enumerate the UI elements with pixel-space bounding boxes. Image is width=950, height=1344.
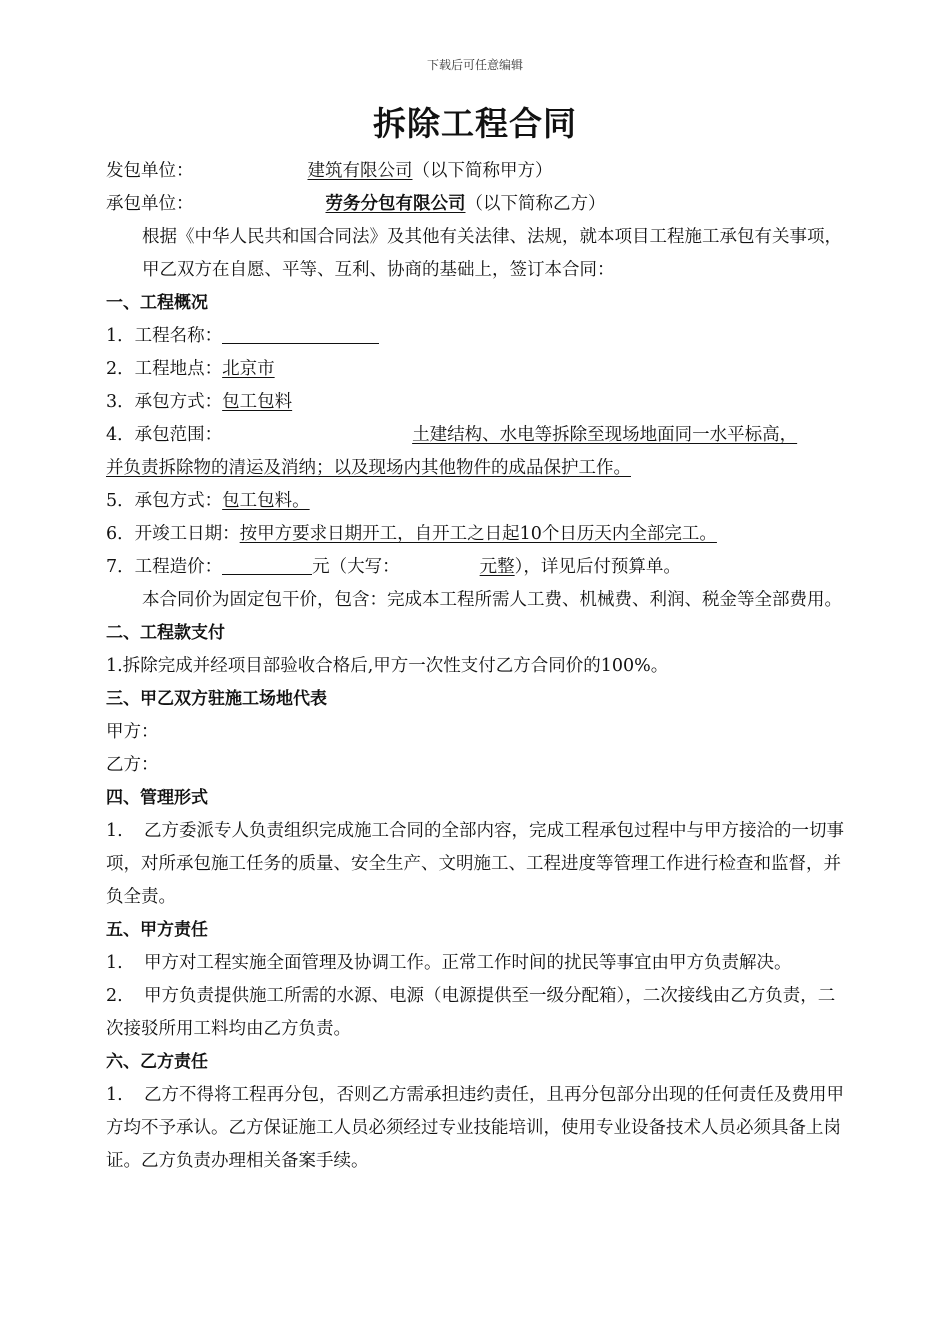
project-name-label: 1．工程名称： [106, 326, 223, 346]
subcontractor-name: 劳务分包有限公司 [325, 194, 466, 214]
payment-item-1: 1.拆除完成并经项目部验收合格后,甲方一次性支付乙方合同价的100%。 [106, 656, 669, 676]
project-location-label: 2．工程地点： [106, 359, 223, 379]
subcontractor-label: 承包单位： [106, 194, 194, 214]
price-amount-blank [222, 554, 312, 575]
contract-price-label: 7．工程造价： [106, 557, 223, 577]
section-1-heading: 一、工程概况 [106, 293, 208, 313]
price-suffix: ），详见后付预算单。 [514, 557, 681, 577]
contractor-suffix: （以下简称甲方） [412, 161, 553, 181]
price-note: 本合同价为固定包干价，包含：完成本工程所需人工费、机械费、利润、税金等全部费用。 [142, 590, 842, 610]
party-b-duty-1 [106, 1079, 846, 1178]
project-name-line [106, 320, 846, 353]
intro-paragraph: 根据《中华人民共和国合同法》及其他有关法律、法规，就本项目工程施工承包有关事项，甲乙双方在自愿、平等、互利、协商的基础上，签订本合同： [142, 227, 842, 280]
party-a-duty-1 [106, 947, 846, 980]
section-3-heading: 三、甲乙双方驻施工场地代表 [106, 689, 327, 709]
price-words: 元整 [479, 557, 515, 577]
project-location-value: 北京市 [222, 359, 275, 379]
section-4-heading: 四、管理形式 [106, 788, 208, 808]
contractor-name: 建筑有限公司 [307, 161, 413, 181]
management-item-1-num: 1. [106, 821, 123, 841]
contract-method-value: 包工包料 [222, 392, 293, 412]
party-b-duty-1-num: 1. [106, 1085, 123, 1105]
section-2-heading: 二、工程款支付 [106, 623, 225, 643]
section-5-heading: 五、甲方责任 [106, 920, 208, 940]
project-name-blank [222, 323, 379, 344]
contract-scope-value-b: 并负责拆除物的清运及消纳；以及现场内其他物件的成品保护工作。 [106, 458, 631, 478]
party-a-duty-1-text: 甲方对工程实施全面管理及协调工作。正常工作时间的扰民等事宜由甲方负责解决。 [144, 953, 792, 973]
party-a-rep: 甲方： [106, 722, 159, 742]
party-b-duty-1-text: 乙方不得将工程再分包，否则乙方需承担违约责任，且再分包部分出现的任何责任及费用甲方均不予承认。乙方保证施工人员必须经过专业技能培训，使用专业设备技术人员必须具备上岗证。乙方负责办理相关备案手续。 [106, 1085, 844, 1171]
contractor-label: 发包单位： [106, 161, 194, 181]
contract-scope-label: 4．承包范围： [106, 425, 223, 445]
party-a-duty-2-text: 甲方负责提供施工所需的水源、电源（电源提供至一级分配箱），二次接线由乙方负责，二次接驳所用工料均由乙方负责。 [106, 986, 836, 1039]
contract-scope-line-2 [106, 452, 846, 485]
schedule-line [106, 518, 846, 551]
contract-scope-value-a: 土建结构、水电等拆除至现场地面同一水平标高， [412, 425, 798, 445]
project-location-line [106, 353, 846, 386]
management-item-1-text: 乙方委派专人负责组织完成施工合同的全部内容，完成工程承包过程中与甲方接洽的一切事项，对所承包施工任务的质量、安全生产、文明施工、工程进度等管理工作进行检查和监督，并负全责。 [106, 821, 844, 907]
party-b-rep: 乙方： [106, 755, 159, 775]
contract-scope-line [106, 419, 846, 452]
management-item-1 [106, 815, 846, 914]
contract-body [106, 155, 846, 1178]
schedule-value: 按甲方要求日期开工，自开工之日起10个日历天内全部完工。 [239, 524, 717, 544]
document-title: 拆除工程合同 [373, 104, 577, 143]
contract-price-line [106, 551, 846, 584]
contractor-line [106, 155, 846, 188]
contract-method-label: 3．承包方式： [106, 392, 223, 412]
subcontractor-suffix: （以下简称乙方） [465, 194, 606, 214]
subcontractor-line [106, 188, 846, 221]
section-6-heading: 六、乙方责任 [106, 1052, 208, 1072]
contract-method-2-line [106, 485, 846, 518]
price-unit: 元（大写： [312, 557, 400, 577]
party-a-duty-2-num: 2. [106, 986, 123, 1006]
header-note: 下载后可任意编辑 [426, 58, 523, 72]
party-a-duty-1-num: 1. [106, 953, 123, 973]
schedule-label: 6．开竣工日期： [106, 524, 240, 544]
contract-method-line [106, 386, 846, 419]
contract-method-2-label: 5．承包方式： [106, 491, 223, 511]
party-a-duty-2 [106, 980, 846, 1046]
contract-method-2-value: 包工包料。 [222, 491, 310, 511]
